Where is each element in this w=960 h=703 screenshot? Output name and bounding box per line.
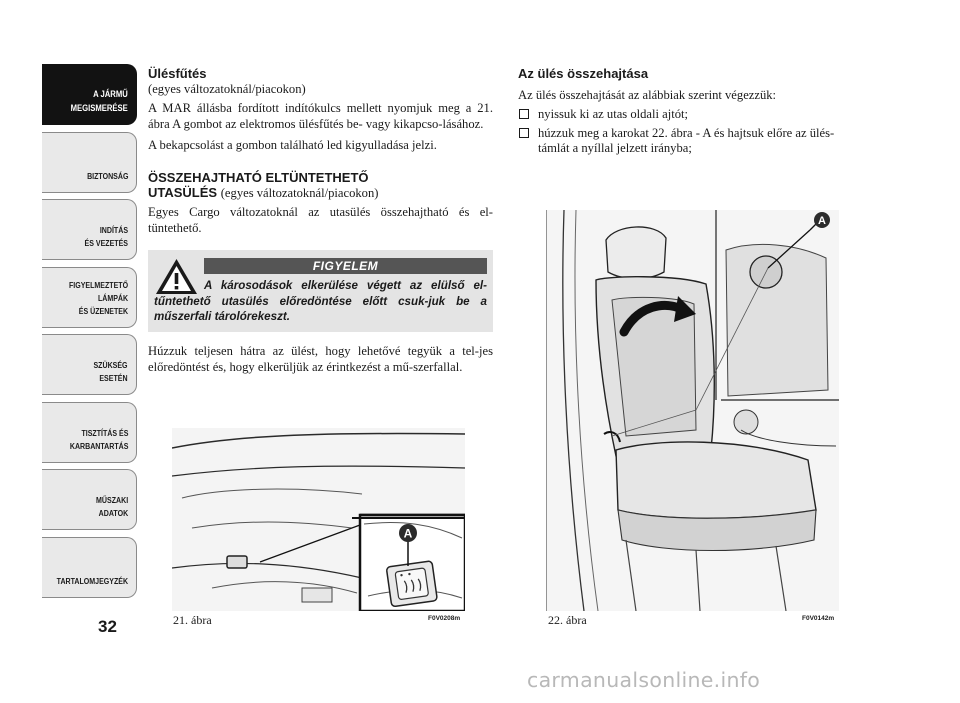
fold-seat-paragraph: Egyes Cargo változatoknál az utasülés összehajtható és el-tüntethető.	[148, 204, 493, 235]
fold-seat-heading-line1: ÖSSZEHAJTHATÓ ELTÜNTETHETŐ	[148, 169, 369, 185]
watermark: carmanualsonline.info	[527, 668, 761, 692]
pull-seat-paragraph: Húzzuk teljesen hátra az ülést, hogy lehetővé tegyük a tel-jes előredöntést és, hogy elkerüljük az érintkezést a mű-szerfallal.	[148, 344, 493, 374]
heating-led-paragraph: A bekapcsolást a gombon található led kigyulladása jelzi.	[148, 138, 437, 153]
warning-title: FIGYELEM	[204, 258, 487, 274]
heating-paragraph: A MAR állásba fordított indítókulcs mellett nyomjuk meg a 21. ábra A gombot az elektromos ülésfűtés be- vagy kikapcso-lásához.	[148, 101, 493, 131]
left-column	[148, 66, 493, 381]
heating-subtitle: (egyes változatoknál/piacokon)	[148, 81, 306, 96]
tab-figyelmezteto-lampak[interactable]	[42, 267, 137, 328]
warning-box	[148, 250, 493, 332]
fold-procedure-intro: Az ülés összehajtását az alábbiak szerint végezzük:	[518, 87, 777, 102]
heating-title: Ülésfűtés	[148, 66, 207, 81]
list-item	[518, 126, 863, 157]
folding-seat-illustration	[546, 210, 839, 611]
fold-seat-heading	[148, 170, 493, 201]
figure-21-code: F0V0208m	[428, 615, 461, 622]
tab-szukseg-eseten[interactable]	[42, 334, 137, 395]
seat-heating-switch-illustration	[172, 428, 465, 611]
tab-tisztitas-es-karbantartas[interactable]	[42, 402, 137, 463]
warning-text: A károsodások elkerülése végett az elülső el-tűntethető utasülés előredöntése előtt csuk-juk be a műszerfali tárolórekeszt.	[154, 279, 487, 324]
fold-seat-heading-word: UTASÜLÉS	[148, 184, 218, 200]
figure-22-caption: 22. ábra	[548, 613, 587, 627]
tab-label: A JÁRMŰ MEGISMERÉSE	[70, 87, 128, 113]
list-item-text: nyissuk ki az utas oldali ajtót;	[538, 107, 689, 122]
right-column	[518, 66, 863, 160]
tab-inditas-es-vezetes[interactable]	[42, 199, 137, 260]
figure-22-code: F0V0142m	[802, 615, 835, 622]
tab-muszaki-adatok[interactable]	[42, 469, 137, 530]
tab-a-jarmu-megismerese[interactable]	[42, 64, 137, 125]
chapter-tabs	[42, 64, 137, 604]
tab-label: TISZTÍTÁS ÉS KARBANTARTÁS	[69, 427, 128, 451]
checkbox-bullet-icon	[519, 128, 529, 138]
tab-label: BIZTONSÁG	[86, 170, 128, 181]
tab-label: INDÍTÁS ÉS VEZETÉS	[84, 225, 128, 249]
tab-tartalomjegyzek[interactable]	[42, 537, 137, 598]
tab-biztonsag[interactable]	[42, 132, 137, 193]
tab-label: FIGYELMEZTETŐ LÁMPÁK ÉS ÜZENETEK	[68, 279, 128, 316]
figure-21-caption: 21. ábra	[173, 613, 212, 627]
tab-label: SZÜKSÉG ESETÉN	[93, 360, 128, 384]
figure-22-callout: A	[818, 215, 826, 227]
fold-seat-heading-note: (egyes változatoknál/piacokon)	[220, 185, 379, 200]
list-item-text: húzzuk meg a karokat 22. ábra - A és hajtsuk előre az ülés-támlát a nyíllal jelzett irányba;	[538, 125, 835, 156]
fold-seat-heading-line2	[148, 185, 493, 201]
list-item	[518, 107, 863, 123]
figure-21-callout: A	[403, 526, 413, 541]
figure-21	[172, 428, 465, 611]
tab-label: MŰSZAKI ADATOK	[95, 495, 128, 519]
fold-procedure-title: Az ülés összehajtása	[518, 66, 649, 81]
page-number: 32	[98, 617, 117, 636]
figure-22	[546, 210, 839, 611]
tab-label: TARTALOMJEGYZÉK	[56, 575, 128, 586]
checkbox-bullet-icon	[519, 109, 529, 119]
